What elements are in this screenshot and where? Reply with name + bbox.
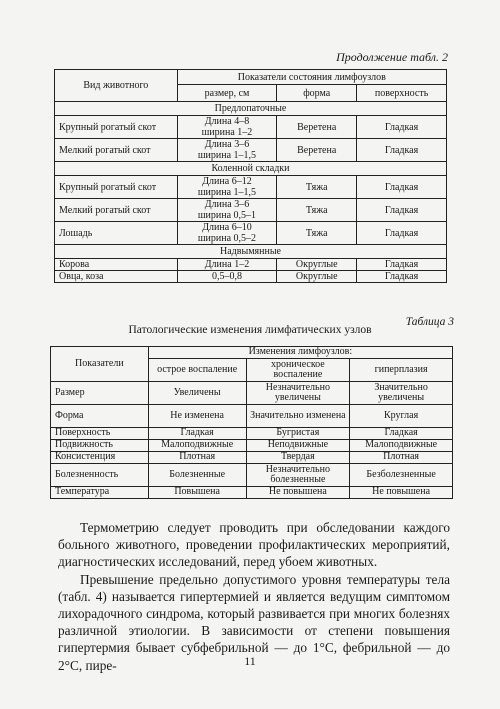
continuation-label: Продолжение табл. 2: [336, 50, 448, 64]
cell-size: 0,5–0,8: [177, 271, 277, 283]
cell-hyperplasia: Безболезненные: [350, 464, 453, 487]
header-surface: поверхность: [357, 85, 447, 102]
cell-form: Веретена: [277, 116, 357, 139]
cell-form: Округлые: [277, 271, 357, 283]
cell-name: Подвижность: [51, 440, 149, 452]
header-hyperplasia: гиперплазия: [350, 359, 453, 382]
body-text: [58, 519, 450, 674]
cell-form: Тяжа: [277, 222, 357, 245]
cell-name: Консистенция: [51, 452, 149, 464]
cell-hyperplasia: Малоподвижные: [350, 440, 453, 452]
cell-name: Форма: [51, 405, 149, 428]
cell-hyperplasia: Не повышена: [350, 487, 453, 499]
cell-surface: Гладкая: [357, 116, 447, 139]
cell-size: Длина 6–10 ширина 0,5–2: [177, 222, 277, 245]
table-row: [55, 116, 447, 139]
cell-animal: Крупный рогатый скот: [55, 116, 178, 139]
cell-surface: Гладкая: [357, 222, 447, 245]
cell-surface: Гладкая: [357, 199, 447, 222]
table3-label: Таблица 3: [405, 316, 454, 328]
cell-hyperplasia: Круглая: [350, 405, 453, 428]
cell-form: Округлые: [277, 259, 357, 271]
cell-name: Температура: [51, 487, 149, 499]
table-row: [51, 487, 453, 499]
cell-hyperplasia: Значительно увеличены: [350, 382, 453, 405]
page-number: 11: [244, 654, 256, 668]
table-row: [51, 464, 453, 487]
paragraph: Термометрию следует проводить при обследовании каждого больного животного, проведении профилактических мероприятий, диагностических исследований, перед убоем животных.: [58, 520, 450, 570]
paragraph: Превышение предельно допустимого уровня температуры тела (табл. 4) называется гипертермией и является ведущим симптомом лихорадочного синдрома, который развивается при многих болезнях различной этиологии. В зависимости от степени повышения гипертермия бывает субфебрильной — до 1°С, фебрильной — до 2°С, пире-: [58, 571, 450, 673]
cell-name: Поверхность: [51, 428, 149, 440]
cell-surface: Гладкая: [357, 139, 447, 162]
header-form: форма: [277, 85, 357, 102]
table-row: [51, 382, 453, 405]
cell-chronic: Незначительно болезненные: [246, 464, 350, 487]
cell-chronic: Твердая: [246, 452, 350, 464]
cell-acute: Болезненные: [148, 464, 246, 487]
table-row: [55, 139, 447, 162]
table-row: [51, 428, 453, 440]
header-animal: Вид животного: [55, 70, 178, 102]
table-row: [51, 440, 453, 452]
cell-acute: Повышена: [148, 487, 246, 499]
table-row: [55, 176, 447, 199]
table-row: [55, 259, 447, 271]
table3-title: Патологические изменения лимфатических узлов: [128, 324, 372, 336]
cell-name: Размер: [51, 382, 149, 405]
cell-animal: Мелкий рогатый скот: [55, 139, 178, 162]
cell-chronic: Неподвижные: [246, 440, 350, 452]
table-row: [55, 199, 447, 222]
pathology-table: [50, 346, 453, 499]
cell-chronic: Не повышена: [246, 487, 350, 499]
header-group: Изменения лимфоузлов:: [148, 347, 452, 359]
cell-surface: Гладкая: [357, 176, 447, 199]
cell-chronic: Незначительно увеличены: [246, 382, 350, 405]
cell-name: Болезненность: [51, 464, 149, 487]
cell-size: Длина 3–6 ширина 0,5–1: [177, 199, 277, 222]
cell-animal: Корова: [55, 259, 178, 271]
cell-animal: Крупный рогатый скот: [55, 176, 178, 199]
cell-acute: Плотная: [148, 452, 246, 464]
cell-hyperplasia: Гладкая: [350, 428, 453, 440]
cell-acute: Малоподвижные: [148, 440, 246, 452]
cell-animal: Мелкий рогатый скот: [55, 199, 178, 222]
lymph-node-indicators-table: [54, 69, 447, 283]
cell-form: Тяжа: [277, 199, 357, 222]
cell-animal: Лошадь: [55, 222, 178, 245]
cell-acute: Увеличены: [148, 382, 246, 405]
cell-size: Длина 1–2: [177, 259, 277, 271]
table-row: [55, 271, 447, 283]
cell-form: Веретена: [277, 139, 357, 162]
cell-chronic: Бугристая: [246, 428, 350, 440]
cell-hyperplasia: Плотная: [350, 452, 453, 464]
cell-animal: Овца, коза: [55, 271, 178, 283]
table-row: [51, 405, 453, 428]
header-size: размер, см: [177, 85, 277, 102]
section-title: Предлопаточные: [55, 102, 447, 116]
cell-acute: Не изменена: [148, 405, 246, 428]
header-acute: острое воспаление: [148, 359, 246, 382]
cell-form: Тяжа: [277, 176, 357, 199]
cell-size: Длина 6–12 ширина 1–1,5: [177, 176, 277, 199]
section-title: Надвымянные: [55, 245, 447, 259]
header-group: Показатели состояния лимфоузлов: [177, 70, 446, 85]
header-indicators: Показатели: [51, 347, 149, 382]
cell-acute: Гладкая: [148, 428, 246, 440]
section-title: Коленной складки: [55, 162, 447, 176]
cell-chronic: Значительно изменена: [246, 405, 350, 428]
cell-surface: Гладкая: [357, 259, 447, 271]
header-chronic: хроническое воспаление: [246, 359, 350, 382]
table-row: [55, 222, 447, 245]
cell-size: Длина 3–6 ширина 1–1,5: [177, 139, 277, 162]
cell-size: Длина 4–8 ширина 1–2: [177, 116, 277, 139]
cell-surface: Гладкая: [357, 271, 447, 283]
table-row: [51, 452, 453, 464]
